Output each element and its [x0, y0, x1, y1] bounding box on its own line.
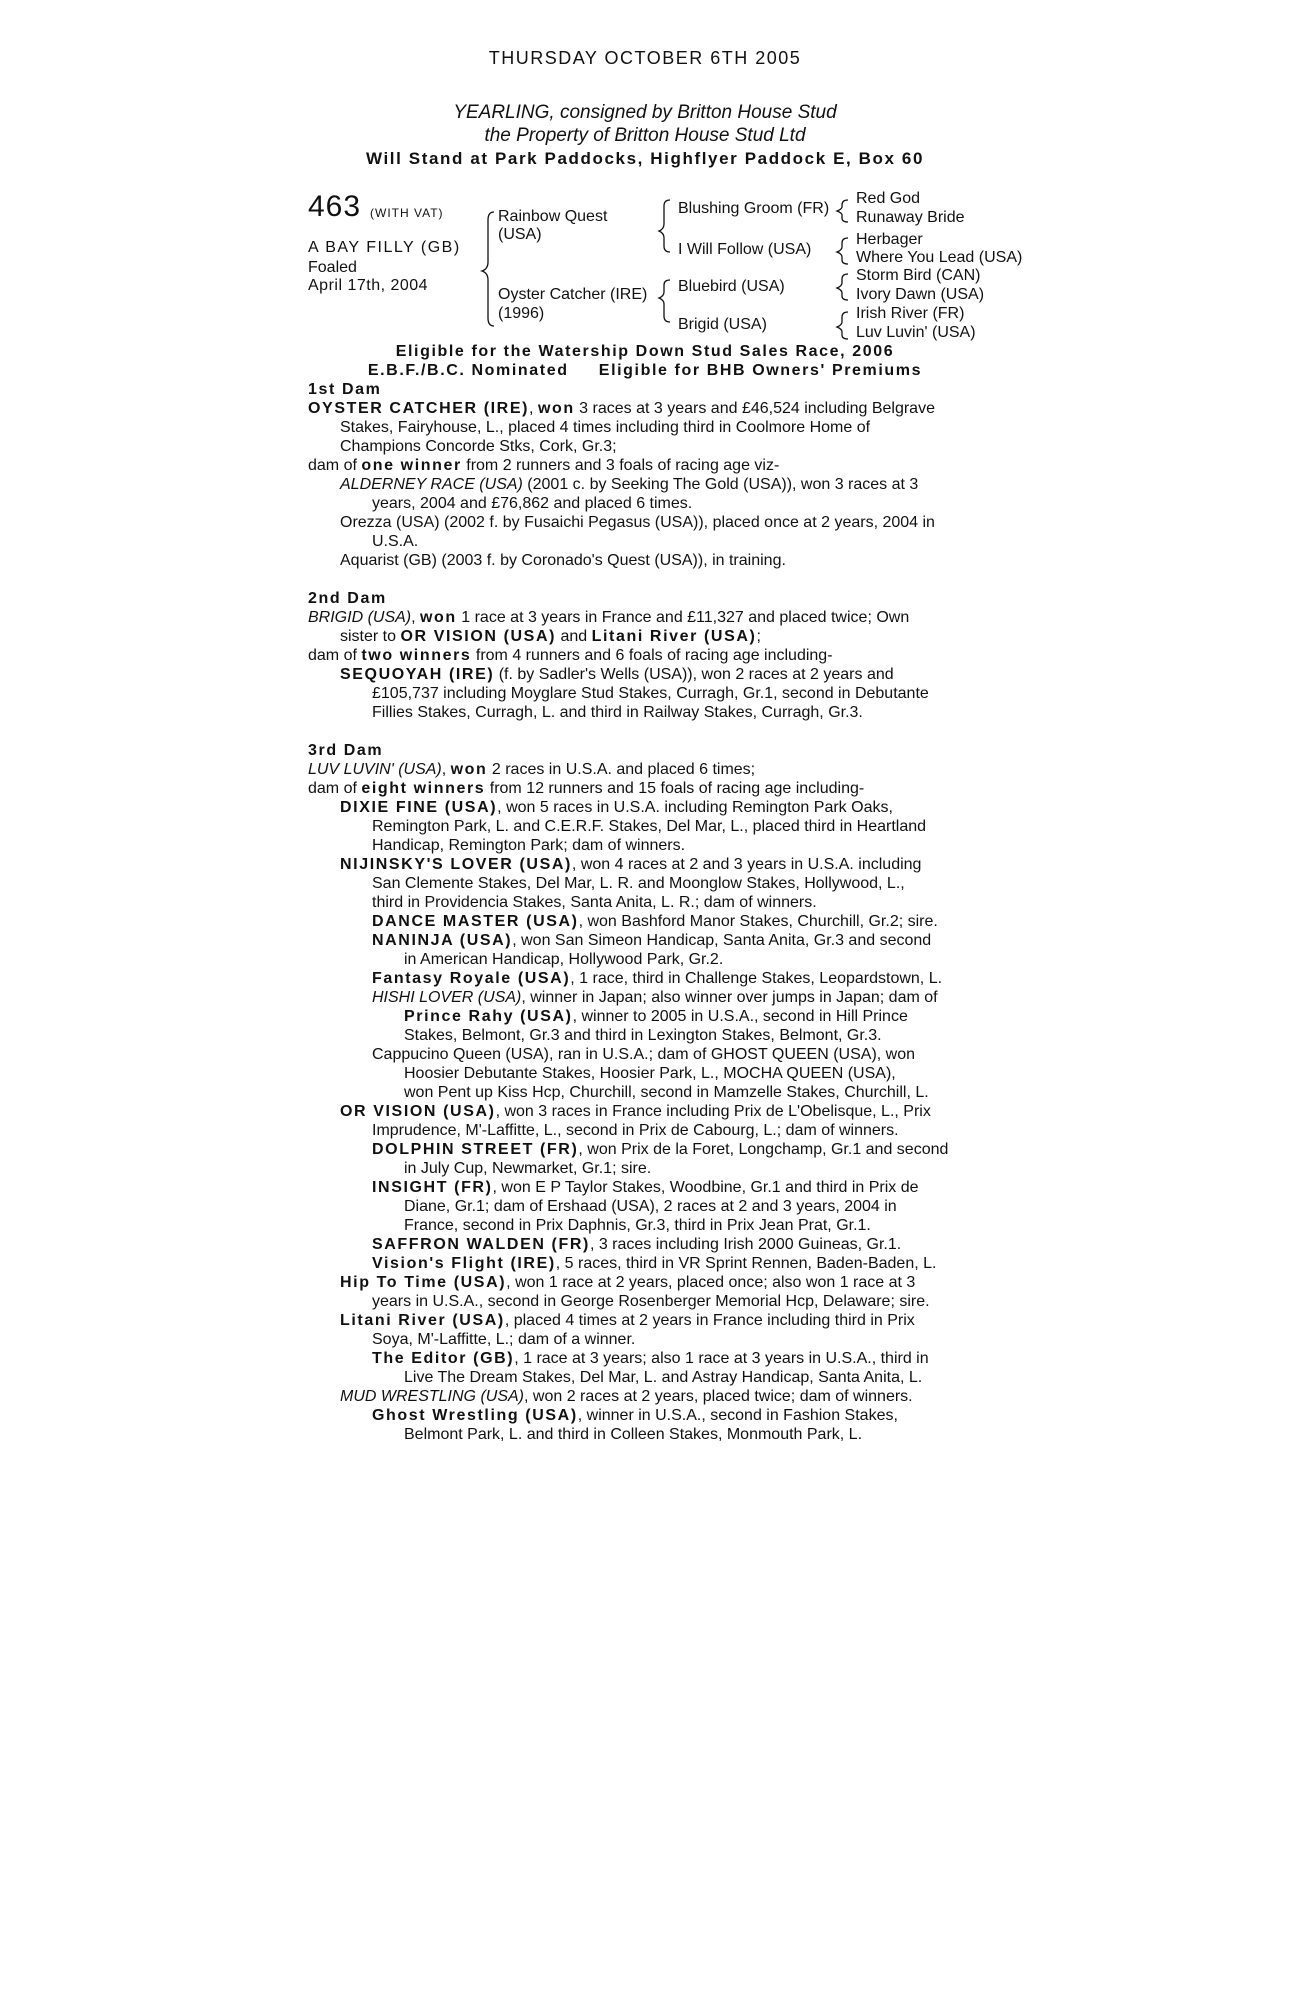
line-text: Live The Dream Stakes, Del Mar, L. and Astray Handicap, Santa Anita, L. — [404, 1369, 923, 1386]
lot-number: 463 — [308, 190, 362, 223]
line-text: won Pent up Kiss Hcp, Churchill, second in Mamzelle Stakes, Churchill, L. — [404, 1084, 929, 1101]
line-text: San Clemente Stakes, Del Mar, L. R. and Moonglow Stakes, Hollywood, L., — [372, 875, 905, 892]
first-dam-line-8: U.S.A. — [372, 533, 419, 550]
line-text: third in Providencia Stakes, Santa Anita, L. R.; dam of winners. — [372, 894, 817, 911]
line-text: Cappucino Queen (USA), ran in U.S.A.; dam of GHOST QUEEN (USA), won — [372, 1046, 916, 1063]
line-text: , winner to 2005 in U.S.A., second in Hill Prince — [572, 1008, 908, 1025]
third-dam-list-line — [372, 989, 938, 1007]
first-dam-line-2: Stakes, Fairyhouse, L., placed 4 times including third in Coolmore Home of — [340, 419, 871, 436]
consignment-line: YEARLING, consigned by Britton House Stud — [453, 102, 837, 123]
gen3-3: Herbager — [856, 231, 923, 248]
third-dam-list-line — [340, 1388, 913, 1406]
third-dam-list-line — [372, 1236, 901, 1254]
first-dam-line-1 — [308, 400, 935, 418]
foaled-label: Foaled — [308, 259, 357, 276]
second-dam-line-3 — [308, 647, 833, 665]
dam-name: LUV LUVIN' (USA) — [308, 761, 442, 778]
horse-name: Prince Rahy (USA) — [404, 1008, 573, 1025]
text: 1 race at 3 years in France and £11,327 and placed twice; Own — [456, 609, 910, 626]
line-text: , 3 races including Irish 2000 Guineas, Gr.1. — [589, 1236, 902, 1253]
third-dam-list-line — [372, 913, 938, 931]
text: ; — [756, 628, 761, 645]
text: from 2 runners and 3 foals of racing age viz- — [461, 457, 780, 474]
third-dam-list-line — [404, 1160, 651, 1178]
text: (2001 c. by Seeking The Gold (USA)), won 3 races at 3 — [522, 476, 919, 493]
won-word: won — [420, 609, 457, 626]
vat-note: (WITH VAT) — [370, 206, 444, 220]
line-text: , won 4 races at 2 and 3 years in U.S.A. including — [571, 856, 922, 873]
third-dam-list-line — [404, 1217, 871, 1235]
text: from 12 runners and 15 foals of racing age including- — [485, 780, 865, 797]
line-text: , 5 races, third in VR Sprint Rennen, Baden-Baden, L. — [555, 1255, 937, 1272]
horse-name: Ghost Wrestling (USA) — [372, 1407, 578, 1424]
line-text: , placed 4 times at 2 years in France including third in Prix — [504, 1312, 915, 1329]
sep: , — [441, 761, 451, 778]
winners-count: two winners — [361, 647, 472, 664]
text: 3 races at 3 years and £46,524 including Belgrave — [574, 400, 935, 417]
text: dam of — [308, 647, 362, 664]
third-dam-list-line — [372, 1046, 915, 1064]
line-text: Remington Park, L. and C.E.R.F. Stakes, Del Mar, L., placed third in Heartland — [372, 818, 927, 835]
second-dam-line-6: Fillies Stakes, Curragh, L. and third in Railway Stakes, Curragh, Gr.3. — [372, 704, 863, 721]
line-text: , won 1 race at 2 years, placed once; also won 1 race at 3 — [506, 1274, 916, 1291]
third-dam-list-line — [340, 1274, 915, 1292]
third-dam-heading: 3rd Dam — [308, 742, 384, 759]
property-line: the Property of Britton House Stud Ltd — [484, 125, 806, 146]
first-dam-line-5 — [340, 476, 918, 494]
horse-name: HISHI LOVER (USA) — [372, 989, 522, 1006]
foaled-date: April 17th, 2004 — [308, 277, 429, 294]
horse-name: NIJINSKY'S LOVER (USA) — [340, 856, 572, 873]
stand-location: Will Stand at Park Paddocks, Highflyer Paddock E, Box 60 — [365, 149, 925, 168]
line-text: in July Cup, Newmarket, Gr.1; sire. — [404, 1160, 652, 1177]
gen3-7: Irish River (FR) — [856, 305, 965, 322]
line-text: Imprudence, M'-Laffitte, L., second in Prix de Cabourg, L.; dam of winners. — [372, 1122, 899, 1139]
sep: , — [529, 400, 538, 417]
line-text: Diane, Gr.1; dam of Ershaad (USA), 2 races at 2 and 3 years, 2004 in — [404, 1198, 897, 1215]
dam-sire: Bluebird (USA) — [678, 278, 785, 295]
line-text: , won 3 races in France including Prix de L'Obelisque, L., Prix — [495, 1103, 931, 1120]
third-dam-list-line — [372, 1122, 899, 1140]
horse-name: NANINJA (USA) — [372, 932, 513, 949]
line-text: Soya, M'-Laffitte, L.; dam of a winner. — [372, 1331, 636, 1348]
horse-description: A BAY FILLY (GB) — [308, 239, 461, 256]
horse-name: DOLPHIN STREET (FR) — [372, 1141, 579, 1158]
third-dam-list-line — [372, 1350, 929, 1368]
line-text: Belmont Park, L. and third in Colleen Stakes, Monmouth Park, L. — [404, 1426, 863, 1443]
second-dam-line-2 — [340, 628, 761, 646]
third-dam-list-line — [372, 1141, 948, 1159]
third-dam-line-2 — [308, 780, 864, 798]
third-dam-list-line — [340, 799, 893, 817]
line-text: , 1 race, third in Challenge Stakes, Leopardstown, L. — [570, 970, 943, 987]
pedigree-brackets — [0, 0, 1290, 360]
horse-name: SAFFRON WALDEN (FR) — [372, 1236, 590, 1253]
horse-name: INSIGHT (FR) — [372, 1179, 493, 1196]
dam-name: Oyster Catcher (IRE) — [498, 286, 648, 303]
text: 2 races in U.S.A. and placed 6 times; — [487, 761, 756, 778]
text: dam of — [308, 457, 362, 474]
line-text: years in U.S.A., second in George Rosenberger Memorial Hcp, Delaware; sire. — [372, 1293, 930, 1310]
horse-name: Vision's Flight (IRE) — [372, 1255, 556, 1272]
second-dam-heading: 2nd Dam — [308, 590, 387, 607]
second-dam-line-5: £105,737 including Moyglare Stud Stakes, Curragh, Gr.1, second in Debutante — [372, 685, 929, 702]
gen3-1: Red God — [856, 190, 921, 207]
horse-name: Hip To Time (USA) — [340, 1274, 507, 1291]
sale-date: THURSDAY OCTOBER 6TH 2005 — [488, 48, 802, 68]
eligibility-race: Eligible for the Watership Down Stud Sales Race, 2006 — [395, 343, 895, 360]
gen3-5: Storm Bird (CAN) — [856, 267, 981, 284]
line-text: in American Handicap, Hollywood Park, Gr.2. — [404, 951, 724, 968]
text: dam of — [308, 780, 362, 797]
third-dam-list-line — [372, 1255, 936, 1273]
line-text: , won 2 races at 2 years, placed twice; dam of winners. — [524, 1388, 913, 1405]
third-dam-list-line — [404, 1426, 862, 1444]
winners-count: one winner — [361, 457, 462, 474]
third-dam-list-line — [340, 856, 921, 874]
horse-name: MUD WRESTLING (USA) — [340, 1388, 524, 1405]
first-dam-line-7: Orezza (USA) (2002 f. by Fusaichi Pegasus (USA)), placed once at 2 years, 2004 in — [340, 514, 935, 531]
sep: , — [411, 609, 421, 626]
gen3-4: Where You Lead (USA) — [856, 249, 1023, 266]
third-dam-list-line — [372, 837, 685, 855]
first-dam-line-9: Aquarist (GB) (2003 f. by Coronado's Quest (USA)), in training. — [340, 552, 786, 569]
line-text: Stakes, Belmont, Gr.3 and third in Lexington Stakes, Belmont, Gr.3. — [404, 1027, 882, 1044]
third-dam-list-line — [340, 1103, 931, 1121]
text: from 4 runners and 6 foals of racing age including- — [471, 647, 833, 664]
sire-country: (USA) — [498, 226, 542, 243]
horse-name: Fantasy Royale (USA) — [372, 970, 571, 987]
sire-name: Rainbow Quest — [498, 208, 608, 225]
third-dam-list-line — [372, 1407, 898, 1425]
third-dam-list-line — [372, 1293, 930, 1311]
first-dam-heading: 1st Dam — [308, 381, 382, 398]
third-dam-list-line — [372, 970, 942, 988]
won-word: won — [537, 400, 575, 417]
gen3-2: Runaway Bride — [856, 209, 965, 226]
sibling-name: Litani River (USA) — [591, 628, 757, 645]
third-dam-list-line — [404, 951, 723, 969]
text: and — [556, 628, 592, 645]
third-dam-list-line — [404, 1065, 896, 1083]
third-dam-line-1 — [308, 761, 755, 779]
dam-name-bold: OYSTER CATCHER (IRE) — [308, 400, 530, 417]
line-text: , 1 race at 3 years; also 1 race at 3 years in U.S.A., third in — [514, 1350, 929, 1367]
second-dam-line-4 — [340, 666, 894, 684]
line-text: , won San Simeon Handicap, Santa Anita, Gr.3 and second — [512, 932, 932, 949]
text: (f. by Sadler's Wells (USA)), won 2 races at 2 years and — [494, 666, 894, 683]
third-dam-list-line — [372, 894, 817, 912]
line-text: , won Bashford Manor Stakes, Churchill, Gr.2; sire. — [578, 913, 938, 930]
line-text: , won E P Taylor Stakes, Woodbine, Gr.1 and third in Prix de — [492, 1179, 919, 1196]
foal-name: SEQUOYAH (IRE) — [340, 666, 495, 683]
second-dam-line-1 — [308, 609, 909, 627]
foal-name: ALDERNEY RACE (USA) — [340, 476, 523, 493]
eligibility-nominations: E.B.F./B.C. Nominated Eligible for BHB Owners' Premiums — [367, 362, 923, 379]
third-dam-list-line — [372, 818, 926, 836]
dam-name: BRIGID (USA) — [308, 609, 412, 626]
line-text: Handicap, Remington Park; dam of winners. — [372, 837, 686, 854]
won-word: won — [450, 761, 488, 778]
third-dam-list-line — [404, 1369, 922, 1387]
line-text: , won 5 races in U.S.A. including Remington Park Oaks, — [497, 799, 893, 816]
third-dam-list-line — [372, 932, 931, 950]
horse-name: DANCE MASTER (USA) — [372, 913, 579, 930]
third-dam-list-line — [404, 1198, 897, 1216]
horse-name: The Editor (GB) — [372, 1350, 515, 1367]
line-text: France, second in Prix Daphnis, Gr.3, third in Prix Jean Prat, Gr.1. — [404, 1217, 871, 1234]
line-text: , winner in U.S.A., second in Fashion Stakes, — [577, 1407, 898, 1424]
line-text: , winner in Japan; also winner over jumps in Japan; dam of — [521, 989, 938, 1006]
third-dam-list-line — [340, 1312, 915, 1330]
gen3-8: Luv Luvin' (USA) — [856, 324, 976, 341]
third-dam-list-line — [372, 1179, 919, 1197]
horse-name: OR VISION (USA) — [340, 1103, 496, 1120]
third-dam-list-line — [404, 1084, 929, 1102]
first-dam-line-4 — [308, 457, 779, 475]
third-dam-list-line — [404, 1027, 882, 1045]
horse-name: DIXIE FINE (USA) — [340, 799, 498, 816]
dam-dam: Brigid (USA) — [678, 316, 767, 333]
third-dam-list-line — [372, 875, 905, 893]
third-dam-list-line — [404, 1008, 908, 1026]
third-dam-list-line — [372, 1331, 635, 1349]
horse-name: Litani River (USA) — [340, 1312, 505, 1329]
sibling-name: OR VISION (USA) — [400, 628, 557, 645]
winners-count: eight winners — [361, 780, 486, 797]
first-dam-line-6: years, 2004 and £76,862 and placed 6 times. — [372, 495, 693, 512]
dam-year: (1996) — [498, 305, 545, 322]
sire-sire: Blushing Groom (FR) — [678, 200, 830, 217]
first-dam-line-3: Champions Concorde Stks, Cork, Gr.3; — [340, 438, 617, 455]
gen3-6: Ivory Dawn (USA) — [856, 286, 985, 303]
text: sister to — [340, 628, 401, 645]
sire-dam: I Will Follow (USA) — [678, 241, 812, 258]
line-text: Hoosier Debutante Stakes, Hoosier Park, L., MOCHA QUEEN (USA), — [404, 1065, 896, 1082]
line-text: , won Prix de la Foret, Longchamp, Gr.1 and second — [578, 1141, 949, 1158]
